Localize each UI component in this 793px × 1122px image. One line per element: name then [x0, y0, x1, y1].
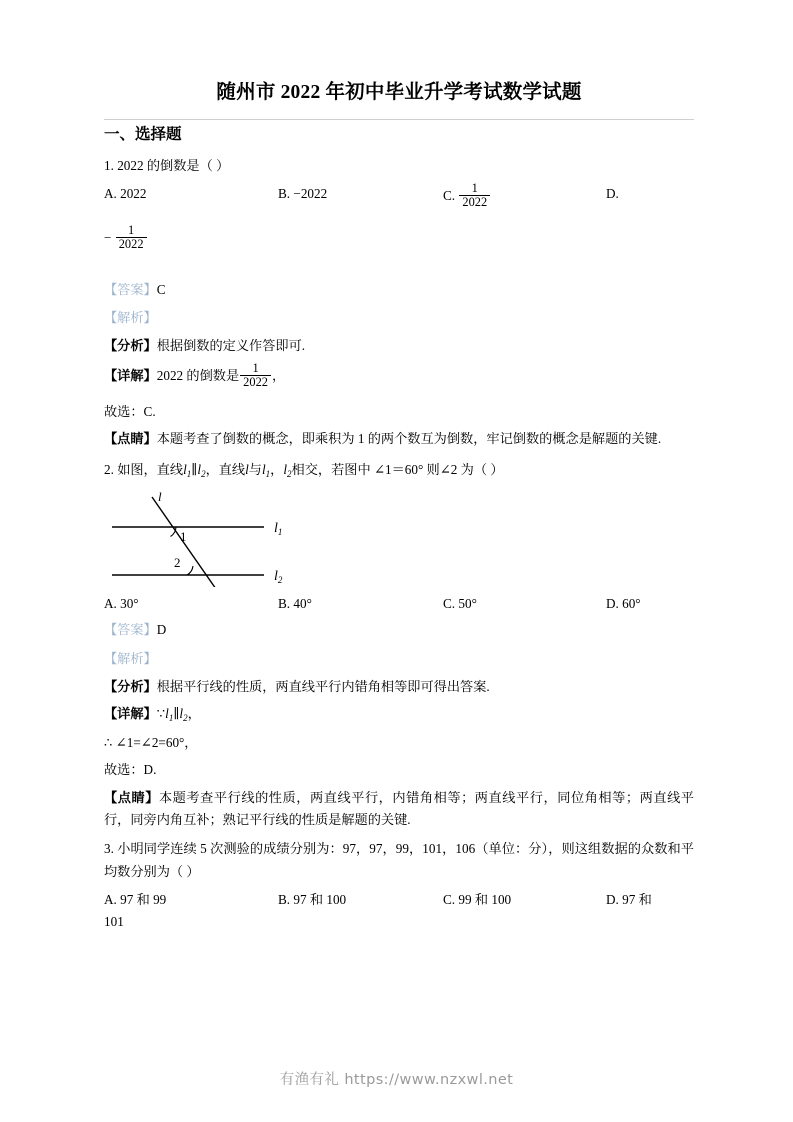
stem-part-3: 与 — [248, 461, 262, 477]
math-l1: l — [165, 706, 169, 722]
math-l1b-sub: 1 — [265, 468, 271, 479]
answer-value: C — [156, 281, 166, 297]
fenxi-text: 根据平行线的性质，两直线平行内错角相等即可得出答案. — [156, 678, 490, 694]
option-d-fraction — [116, 224, 147, 252]
question-2-dianjing — [104, 787, 694, 832]
option-c[interactable]: C. 99 和 100 — [443, 892, 512, 908]
figure-label-l: l — [158, 489, 162, 505]
fraction-denominator: 2022 — [116, 237, 147, 251]
question-1-answer — [104, 279, 694, 300]
stem-part-2: ，直线 — [205, 461, 246, 477]
question-3-option-d-continued: 101 — [104, 914, 124, 930]
figure-label-l2: $l_2$ — [274, 569, 283, 586]
page-title: 随州市 2022 年初中毕业升学考试数学试题 — [216, 82, 582, 103]
xiangjie-tag: 【详解】 — [104, 367, 157, 383]
question-2-options — [104, 593, 694, 611]
dianjing-tag: 【点睛】 — [104, 789, 159, 805]
question-1-dianjing — [104, 428, 694, 451]
question-1-option-d-continued — [104, 222, 694, 275]
fraction-denominator: 2022 — [240, 375, 271, 389]
question-1-stem: 1. 2022 的倒数是（ ） — [104, 158, 230, 174]
question-2-guxuan: 故选：D. — [104, 762, 157, 778]
question-1-fenxi — [104, 335, 694, 356]
question-3-options — [104, 889, 694, 907]
dianjing-text: 本题考查了倒数的概念，即乘积为 1 的两个数互为倒数，牢记倒数的概念是解题的关键. — [156, 430, 662, 446]
math-l1-sub: 1 — [168, 713, 174, 724]
option-d-sign: − — [104, 229, 112, 245]
figure-angle-1-label: 1 — [180, 529, 187, 545]
fenxi-tag: 【分析】 — [104, 338, 157, 354]
therefore-symbol: ∵ — [156, 706, 166, 722]
question-2-stem — [104, 459, 694, 482]
parallel-symbol: ∥ — [173, 706, 180, 722]
fraction-numerator: 1 — [471, 180, 478, 195]
math-l2: l — [197, 461, 202, 477]
stem-part-6: ∠1＝60° 则∠2 为（ ） — [373, 461, 504, 477]
xiangjie-fraction — [240, 362, 271, 390]
option-d-prefix: D. — [606, 185, 619, 201]
answer-tag: 【答案】 — [104, 281, 157, 297]
question-2-step2: ∴ ∠1=∠2=60°， — [104, 734, 198, 750]
math-l1b: l — [261, 461, 266, 477]
fenxi-tag: 【分析】 — [104, 678, 157, 694]
parallel-lines-diagram — [104, 487, 404, 587]
analysis-tag: 【解析】 — [104, 650, 157, 666]
fenxi-text: 根据倒数的定义作答即可. — [156, 338, 306, 354]
question-1-analysis-tag-row — [104, 307, 694, 328]
option-d[interactable]: D. 60° — [606, 596, 641, 612]
option-d-prefix-wrap[interactable] — [606, 183, 619, 204]
stem-part-1: 2. 如图，直线 — [104, 461, 184, 477]
math-l2: l — [179, 706, 184, 722]
figure-angle-2-label: 2 — [174, 555, 181, 571]
math-l2-sub: 2 — [183, 713, 188, 724]
dianjing-text: 本题考查平行线的性质，两直线平行，内错角相等；两直线平行，同位角相等；两直线平行，同旁内角互补；熟记平行线的性质是解题的关键. — [104, 789, 694, 828]
xiangjie-post: ， — [271, 367, 286, 383]
xiangjie-tail: ， — [187, 706, 201, 722]
section-heading: 一、选择题 — [104, 126, 182, 144]
option-a[interactable]: A. 30° — [104, 596, 139, 612]
math-l2-sub: 2 — [201, 468, 206, 479]
question-3-stem: 3. 小明同学连续 5 次测验的成绩分别为：97，97，99，101，106（单位：分），则这组数据的众数和平均数分别为（ ） — [104, 841, 694, 879]
option-d[interactable]: D. 97 和 — [606, 892, 652, 908]
question-1-options — [104, 180, 694, 225]
math-l1: l — [183, 461, 187, 477]
fraction-denominator: 2022 — [459, 195, 490, 209]
answer-value: D — [156, 622, 167, 638]
option-b[interactable]: B. −2022 — [278, 185, 328, 201]
option-a[interactable]: A. 2022 — [104, 185, 147, 201]
section-divider — [104, 119, 694, 120]
answer-tag: 【答案】 — [104, 622, 157, 638]
figure-label-l1: $l_1$ — [274, 521, 283, 538]
option-c-prefix: C. — [443, 187, 456, 203]
question-2-fenxi — [104, 676, 694, 697]
math-l2b-sub: 2 — [287, 468, 292, 479]
question-2-analysis-tag-row — [104, 648, 694, 669]
xiangjie-tag: 【详解】 — [104, 706, 157, 722]
question-2-answer — [104, 619, 694, 640]
question-2-xiangjie — [104, 703, 694, 726]
option-b[interactable]: B. 40° — [278, 596, 312, 612]
math-l1-sub: 1 — [186, 468, 192, 479]
dianjing-tag: 【点睛】 — [104, 430, 157, 446]
option-d-value[interactable] — [104, 222, 148, 253]
option-c-fraction — [459, 182, 490, 210]
math-l: l — [245, 461, 249, 477]
option-c[interactable] — [443, 180, 491, 211]
xiangjie-pre: 2022 的倒数是 — [156, 367, 240, 383]
fraction-numerator: 1 — [252, 360, 259, 375]
parallel-symbol: ∥ — [191, 461, 198, 477]
stem-part-4: ， — [270, 461, 284, 477]
footer-watermark: 有渔有礼 https://www.nzxwl.net — [279, 1072, 514, 1088]
option-b[interactable]: B. 97 和 100 — [278, 892, 347, 908]
stem-part-5: 相交，若图中 — [291, 461, 371, 477]
question-2-figure — [104, 487, 404, 587]
question-1-xiangjie — [104, 360, 694, 391]
analysis-tag: 【解析】 — [104, 310, 157, 326]
math-l2b: l — [283, 461, 288, 477]
question-1-guxuan: 故选：C. — [104, 403, 156, 419]
option-a[interactable]: A. 97 和 99 — [104, 892, 167, 908]
option-c[interactable]: C. 50° — [443, 596, 477, 612]
fraction-numerator: 1 — [128, 222, 135, 237]
angle-2-arc — [187, 566, 193, 575]
page-content — [104, 80, 694, 939]
